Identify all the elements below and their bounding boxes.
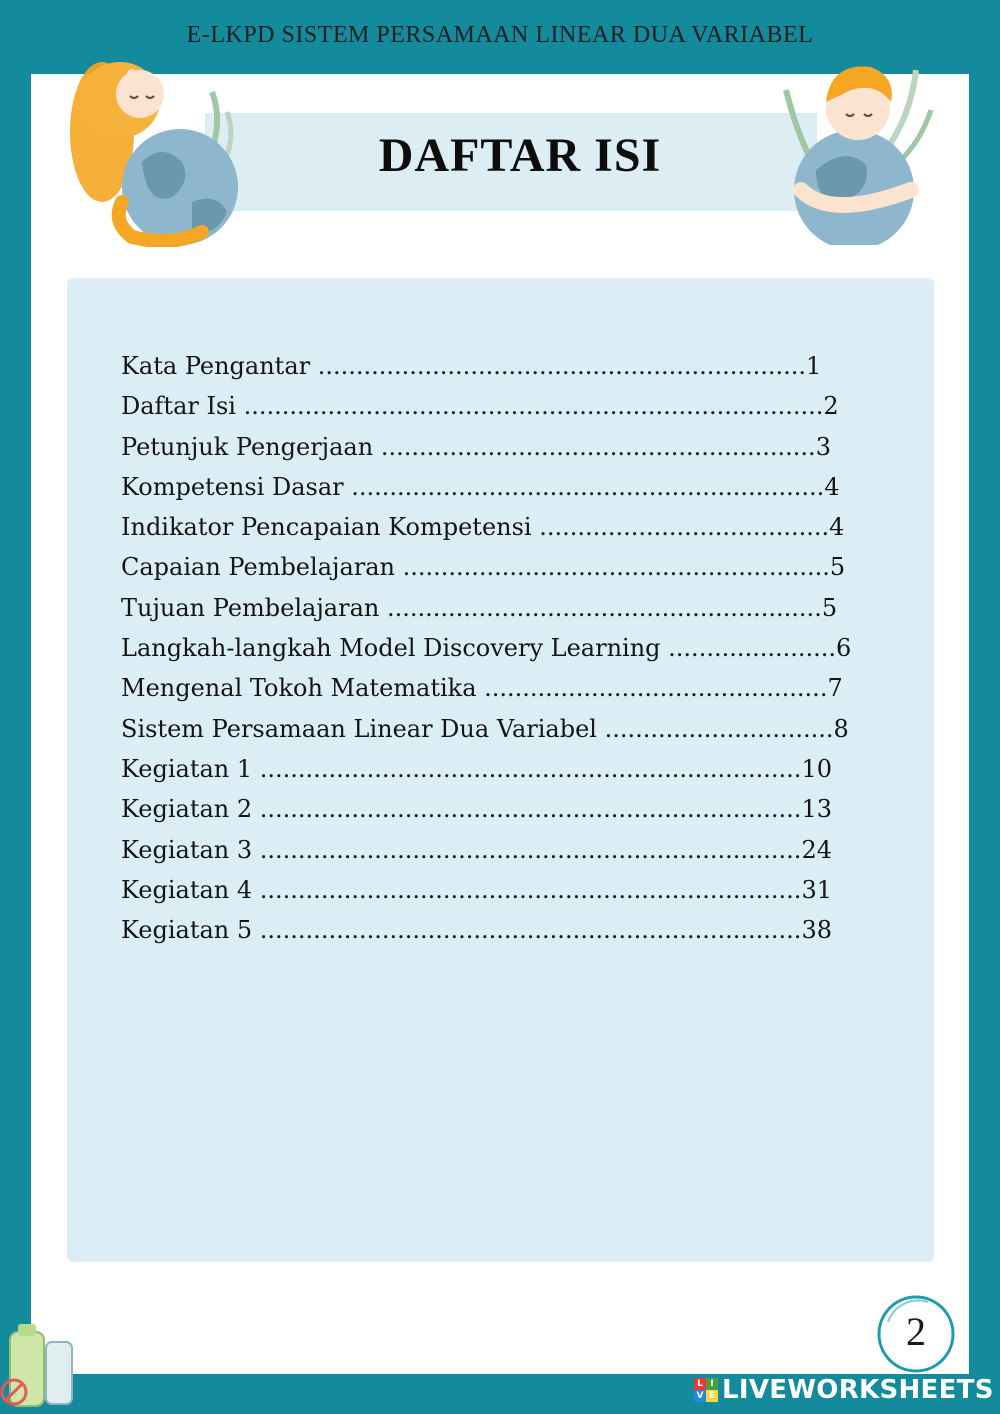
toc-entry-label: Kegiatan 5	[121, 916, 260, 945]
toc-entry-label: Kegiatan 2	[121, 795, 260, 824]
liveworksheets-brand[interactable]	[694, 1374, 994, 1406]
toc-entry-leader: .......................................................................	[259, 795, 802, 824]
toc-entry-page: 2	[823, 392, 839, 421]
toc-entry-label: Langkah-langkah Model Discovery Learning	[121, 634, 669, 663]
logo-letter: I	[706, 1378, 718, 1390]
toc-entry-page: 4	[824, 472, 840, 501]
page-number	[876, 1294, 956, 1374]
toc-entry-leader: ..............................................................	[351, 472, 825, 501]
toc-entry	[121, 668, 851, 708]
toc-entry-page: 1	[805, 352, 822, 380]
logo-letter: E	[706, 1390, 718, 1402]
toc-entry-leader: .......................................................................	[259, 875, 802, 904]
toc-entry-page: 5	[821, 593, 838, 622]
toc-entry-leader: .......................................................................	[259, 835, 802, 864]
toc-entry-label: Sistem Persamaan Linear Dua Variabel	[121, 714, 605, 743]
toc-entry-page: 31	[801, 875, 832, 904]
toc-entry	[121, 467, 851, 507]
toc-entry-label: Daftar Isi	[121, 392, 244, 421]
toc-entry-leader: ............................................................................	[243, 392, 824, 421]
toc-entry-label: Kegiatan 1	[121, 754, 260, 783]
toc-entry	[121, 628, 851, 668]
toc-entry-label: Indikator Pencapaian Kompetensi	[121, 513, 540, 542]
toc-entry	[121, 870, 851, 910]
toc-entry-page: 24	[801, 835, 832, 864]
toc-entry-leader: ..............................	[604, 714, 834, 743]
toc-entry	[121, 507, 851, 547]
toc-entry-page: 6	[836, 634, 851, 663]
toc-entry	[121, 789, 851, 829]
logo-letter: V	[694, 1390, 706, 1402]
toc-entry-page: 4	[829, 513, 845, 542]
toc-entry-page: 5	[829, 553, 846, 582]
toc-entry-page: 7	[827, 674, 843, 703]
toc-entry	[121, 346, 851, 386]
toc-entry-page: 8	[833, 714, 849, 743]
toc-entry-leader: ................................................................	[317, 352, 806, 380]
table-of-contents	[121, 346, 851, 950]
toc-entry-label: Mengenal Tokoh Matematika	[121, 674, 485, 703]
toc-entry-page: 3	[815, 432, 831, 461]
toc-entry	[121, 547, 851, 587]
logo-letter: L	[694, 1378, 706, 1390]
toc-entry-label: Tujuan Pembelajaran	[121, 593, 387, 622]
toc-entry-leader: .........................................................	[386, 593, 822, 622]
toc-entry	[121, 749, 851, 789]
toc-entry-leader: .......................................................................	[259, 754, 802, 783]
toc-entry-leader: ......................	[668, 634, 837, 663]
running-header: E-LKPD SISTEM PERSAMAAN LINEAR DUA VARIABEL	[186, 22, 814, 48]
toc-entry-page: 13	[801, 795, 832, 824]
toc-entry-leader: .........................................................	[380, 432, 816, 461]
toc-entry	[121, 588, 851, 628]
page-number-text: 2	[906, 1309, 926, 1354]
brand-text: LIVEWORKSHEETS	[722, 1375, 994, 1405]
no-plastic-bottle-icon	[0, 1322, 84, 1414]
toc-entry-label: Kata Pengantar	[121, 352, 318, 380]
toc-entry-page: 10	[801, 754, 832, 783]
toc-entry-leader: ......................................	[539, 513, 830, 542]
toc-entry-label: Kompetensi Dasar	[121, 472, 352, 501]
page-title: DAFTAR ISI	[378, 129, 662, 182]
liveworksheets-logo-icon	[694, 1378, 718, 1402]
toc-entry-label: Kegiatan 4	[121, 875, 260, 904]
toc-entry	[121, 427, 851, 467]
toc-entry-label: Capaian Pembelajaran	[121, 553, 403, 582]
toc-entry-page: 38	[801, 916, 832, 945]
toc-entry-leader: .......................................................................	[259, 916, 802, 945]
toc-entry-leader: ........................................................	[402, 553, 830, 582]
toc-entry-label: Petunjuk Pengerjaan	[121, 432, 381, 461]
toc-entry-leader: .............................................	[484, 674, 828, 703]
boy-hugging-globe-illustration	[766, 50, 946, 245]
toc-entry	[121, 830, 851, 870]
toc-entry-label: Kegiatan 3	[121, 835, 260, 864]
toc-entry	[121, 709, 851, 749]
toc-entry	[121, 386, 851, 426]
girl-hugging-globe-illustration	[62, 52, 247, 247]
toc-entry	[121, 910, 851, 950]
